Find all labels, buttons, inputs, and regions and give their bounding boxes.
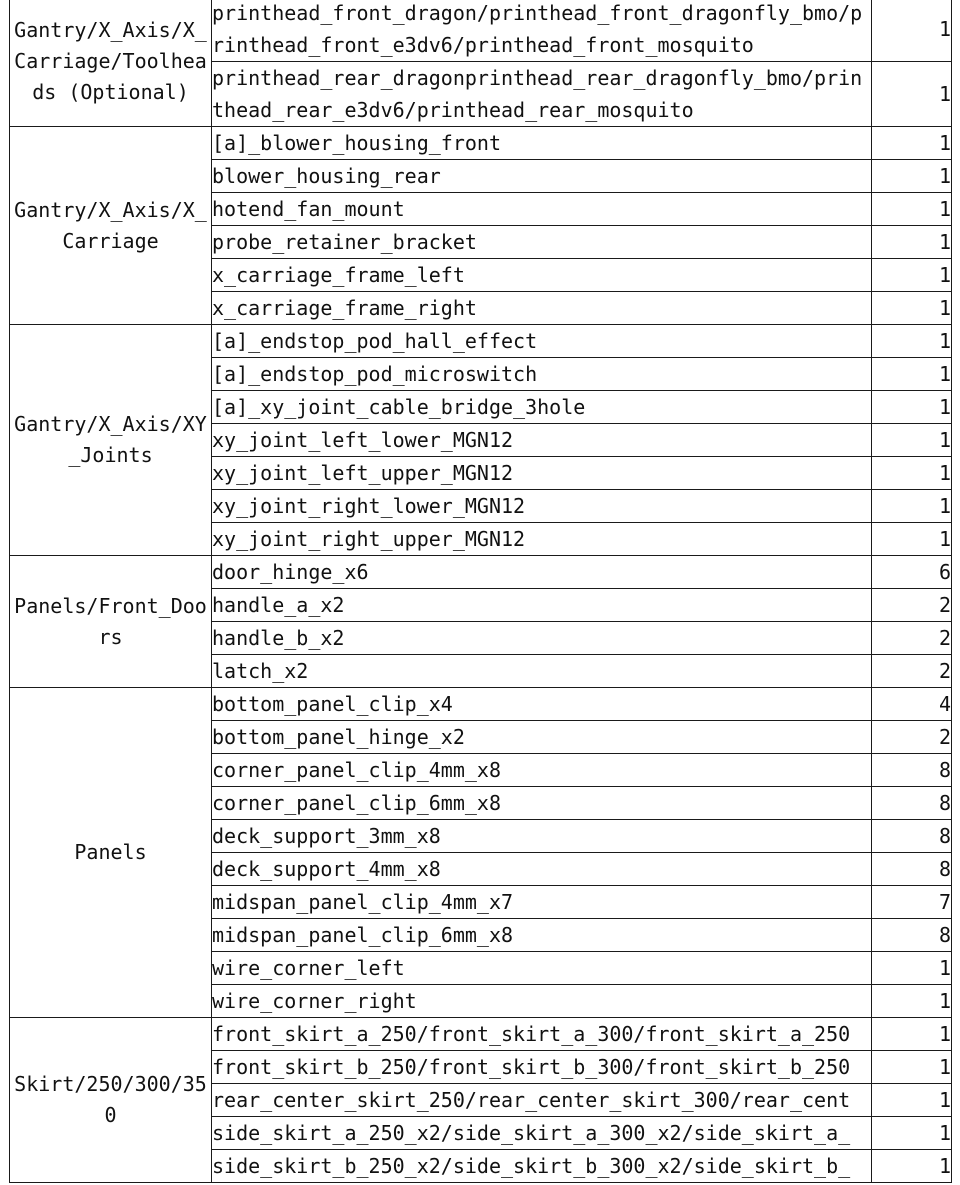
table-row bbox=[10, 688, 952, 721]
file-name-cell: corner_panel_clip_4mm_x8 bbox=[212, 754, 872, 787]
file-name-cell: xy_joint_right_lower_MGN12 bbox=[212, 490, 872, 523]
quantity-cell: 4 bbox=[872, 688, 952, 721]
quantity-cell: 2 bbox=[872, 622, 952, 655]
file-name-cell: wire_corner_left bbox=[212, 952, 872, 985]
file-name-cell: midspan_panel_clip_6mm_x8 bbox=[212, 919, 872, 952]
quantity-cell: 2 bbox=[872, 589, 952, 622]
group-cell: Gantry/X_Axis/X_Carriage/Toolheads (Optional) bbox=[10, 0, 212, 127]
quantity-cell: 1 bbox=[872, 358, 952, 391]
file-name-cell: wire_corner_right bbox=[212, 985, 872, 1018]
quantity-cell: 8 bbox=[872, 820, 952, 853]
file-name-cell: front_skirt_a_250/front_skirt_a_300/front_skirt_a_250 bbox=[212, 1018, 872, 1051]
quantity-cell: 1 bbox=[872, 0, 952, 62]
table-row bbox=[10, 325, 952, 358]
quantity-cell: 1 bbox=[872, 424, 952, 457]
quantity-cell: 1 bbox=[872, 325, 952, 358]
file-name-cell: side_skirt_b_250_x2/side_skirt_b_300_x2/side_skirt_b_ bbox=[212, 1150, 872, 1183]
quantity-cell: 1 bbox=[872, 490, 952, 523]
file-name-cell: [a]_blower_housing_front bbox=[212, 127, 872, 160]
quantity-cell: 8 bbox=[872, 919, 952, 952]
quantity-cell: 8 bbox=[872, 787, 952, 820]
quantity-cell: 1 bbox=[872, 985, 952, 1018]
file-name-cell: front_skirt_b_250/front_skirt_b_300/front_skirt_b_250 bbox=[212, 1051, 872, 1084]
file-name-cell: printhead_front_dragon/printhead_front_dragonfly_bmo/printhead_front_e3dv6/printhead_front_mosquito bbox=[212, 0, 872, 62]
file-name-cell: midspan_panel_clip_4mm_x7 bbox=[212, 886, 872, 919]
file-name-cell: deck_support_3mm_x8 bbox=[212, 820, 872, 853]
quantity-cell: 1 bbox=[872, 1051, 952, 1084]
file-name-cell: rear_center_skirt_250/rear_center_skirt_300/rear_cent bbox=[212, 1084, 872, 1117]
group-cell: Panels bbox=[10, 688, 212, 1018]
file-name-cell: [a]_endstop_pod_microswitch bbox=[212, 358, 872, 391]
file-name-cell: printhead_rear_dragonprinthead_rear_dragonfly_bmo/printhead_rear_e3dv6/printhead_rear_mosquito bbox=[212, 62, 872, 127]
quantity-cell: 1 bbox=[872, 523, 952, 556]
quantity-cell: 2 bbox=[872, 721, 952, 754]
file-name-cell: side_skirt_a_250_x2/side_skirt_a_300_x2/side_skirt_a_ bbox=[212, 1117, 872, 1150]
quantity-cell: 1 bbox=[872, 193, 952, 226]
file-name-cell: blower_housing_rear bbox=[212, 160, 872, 193]
group-cell: Gantry/X_Axis/X_Carriage bbox=[10, 127, 212, 325]
quantity-cell: 1 bbox=[872, 1084, 952, 1117]
file-name-cell: [a]_xy_joint_cable_bridge_3hole bbox=[212, 391, 872, 424]
quantity-cell: 8 bbox=[872, 754, 952, 787]
file-name-cell: hotend_fan_mount bbox=[212, 193, 872, 226]
file-name-cell: xy_joint_left_lower_MGN12 bbox=[212, 424, 872, 457]
file-name-cell: xy_joint_left_upper_MGN12 bbox=[212, 457, 872, 490]
file-name-cell: x_carriage_frame_left bbox=[212, 259, 872, 292]
quantity-cell: 1 bbox=[872, 127, 952, 160]
quantity-cell: 1 bbox=[872, 160, 952, 193]
file-name-cell: corner_panel_clip_6mm_x8 bbox=[212, 787, 872, 820]
file-name-cell: bottom_panel_clip_x4 bbox=[212, 688, 872, 721]
parts-table bbox=[9, 0, 952, 1183]
quantity-cell: 1 bbox=[872, 952, 952, 985]
table-row bbox=[10, 0, 952, 62]
group-cell: Panels/Front_Doors bbox=[10, 556, 212, 688]
quantity-cell: 1 bbox=[872, 1150, 952, 1183]
group-cell: Gantry/X_Axis/XY_Joints bbox=[10, 325, 212, 556]
file-name-cell: bottom_panel_hinge_x2 bbox=[212, 721, 872, 754]
quantity-cell: 6 bbox=[872, 556, 952, 589]
quantity-cell: 1 bbox=[872, 1018, 952, 1051]
file-name-cell: deck_support_4mm_x8 bbox=[212, 853, 872, 886]
quantity-cell: 1 bbox=[872, 292, 952, 325]
quantity-cell: 1 bbox=[872, 226, 952, 259]
file-name-cell: probe_retainer_bracket bbox=[212, 226, 872, 259]
parts-table-body bbox=[10, 0, 952, 1183]
quantity-cell: 1 bbox=[872, 457, 952, 490]
file-name-cell: x_carriage_frame_right bbox=[212, 292, 872, 325]
quantity-cell: 8 bbox=[872, 853, 952, 886]
file-name-cell: handle_a_x2 bbox=[212, 589, 872, 622]
group-cell: Skirt/250/300/350 bbox=[10, 1018, 212, 1183]
file-name-cell: handle_b_x2 bbox=[212, 622, 872, 655]
table-row bbox=[10, 1018, 952, 1051]
quantity-cell: 1 bbox=[872, 259, 952, 292]
file-name-cell: latch_x2 bbox=[212, 655, 872, 688]
file-name-cell: door_hinge_x6 bbox=[212, 556, 872, 589]
quantity-cell: 1 bbox=[872, 1117, 952, 1150]
file-name-cell: [a]_endstop_pod_hall_effect bbox=[212, 325, 872, 358]
quantity-cell: 1 bbox=[872, 391, 952, 424]
quantity-cell: 2 bbox=[872, 655, 952, 688]
file-name-cell: xy_joint_right_upper_MGN12 bbox=[212, 523, 872, 556]
table-row bbox=[10, 127, 952, 160]
quantity-cell: 7 bbox=[872, 886, 952, 919]
quantity-cell: 1 bbox=[872, 62, 952, 127]
table-row bbox=[10, 556, 952, 589]
